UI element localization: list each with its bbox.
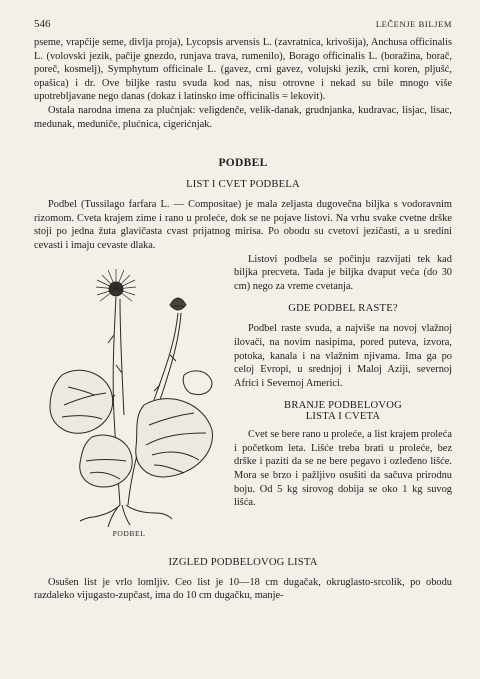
flower-head-left	[96, 269, 136, 301]
intro-paragraph: pseme, vrapčije seme, divlja proja), Lycopsis arvensis L. (zavratnica, krivošija), Anchusa officinalis L. (volovski jezik, pačije gnezdo, runjava trava, rumenilo), Borago officinalis L. (boražina, borač, poreč, kosmelj), Symphytum officinale L. (gavez, crni gavez, volujski jezik, crni koren, pljušć, opašica) i dr. Ove biljke rastu svuda kod nas, nisu otrovne i nekad su bile mnogo više upotrebljavane nego danas (dokaz i latinsko ime officinalis = lekovit).	[34, 37, 452, 103]
harvest-paragraph: Cvet se bere rano u proleće, a list krajem proleća i početkom leta. Lišće treba brati u proleće, bez drške i paziti da se ne bere pegavo i ozleđeno lišće. Mora se brzo i pažljivo osušiti da sačuva prirodnu boju. Od 5 kg sirovog dobija se oko 1 kg suvog lišća.	[234, 429, 452, 509]
appearance-paragraph: Osušen list je vrlo lomljiv. Ceo list je 10—18 cm dugačak, okruglasto-srcolik, po obodu razdaleko vijugasto-zupčast, ima do 10 cm dugačku, manje-	[34, 576, 452, 602]
flower-head-right	[170, 298, 186, 310]
coltsfoot-drawing	[34, 255, 224, 527]
harvest-heading-line2: LISTA I CVETA	[305, 411, 381, 423]
page-number: 546	[34, 18, 51, 30]
lead-paragraph: Podbel (Tussilago farfara L. — Compositae) je mala zeljasta dugovečna biljka s vodoravnim rizomom. Cveta krajem zime i rano u proleće, dok se ne pojave listovi. Na vrhu svake cvetne drške stoji po jedna žuta glavičasta cvast prijatnog mirisa. Po obodu su cvetovi jezičasti, a u sredini cevasti i imaju cevaste dlaka.	[34, 199, 452, 251]
section-title: PODBEL	[218, 157, 268, 170]
plant-illustration	[34, 255, 224, 541]
running-title: LEČENJE BILJEM	[375, 19, 452, 29]
section-subtitle: LIST I CVET PODBELA	[186, 179, 300, 191]
figure-caption: PODBEL	[112, 528, 146, 538]
running-header	[34, 18, 452, 30]
where-heading: GDE PODBEL RASTE?	[288, 303, 398, 315]
harvest-heading-line1: BRANJE PODBELOVOG	[284, 400, 402, 412]
folk-names-paragraph: Ostala narodna imena za plućnjak: veligdenče, velik-danak, grudnjanka, kudravac, lisjac, lisac, medunak, meduniče, plućnica, cigerićnjak.	[34, 104, 452, 130]
appearance-heading: IZGLED PODBELOVOG LISTA	[168, 556, 318, 568]
where-paragraph: Podbel raste svuda, a najviše na novoj vlažnoj ilovači, na novim nasipima, pored puteva, izvora, potoka, kanala i na vlažnim njivama. Ima ga po celoj Evropi, u srednjoj i Maloj Aziji, severnoj Africi i Severnoj Americi.	[234, 323, 452, 389]
leaves-paragraph: Listovi podbela se počinju razvijati tek kad biljka precveta. Tada je biljka dvaput veća (do 30 cm) nego za vreme cvetanja.	[234, 253, 452, 292]
